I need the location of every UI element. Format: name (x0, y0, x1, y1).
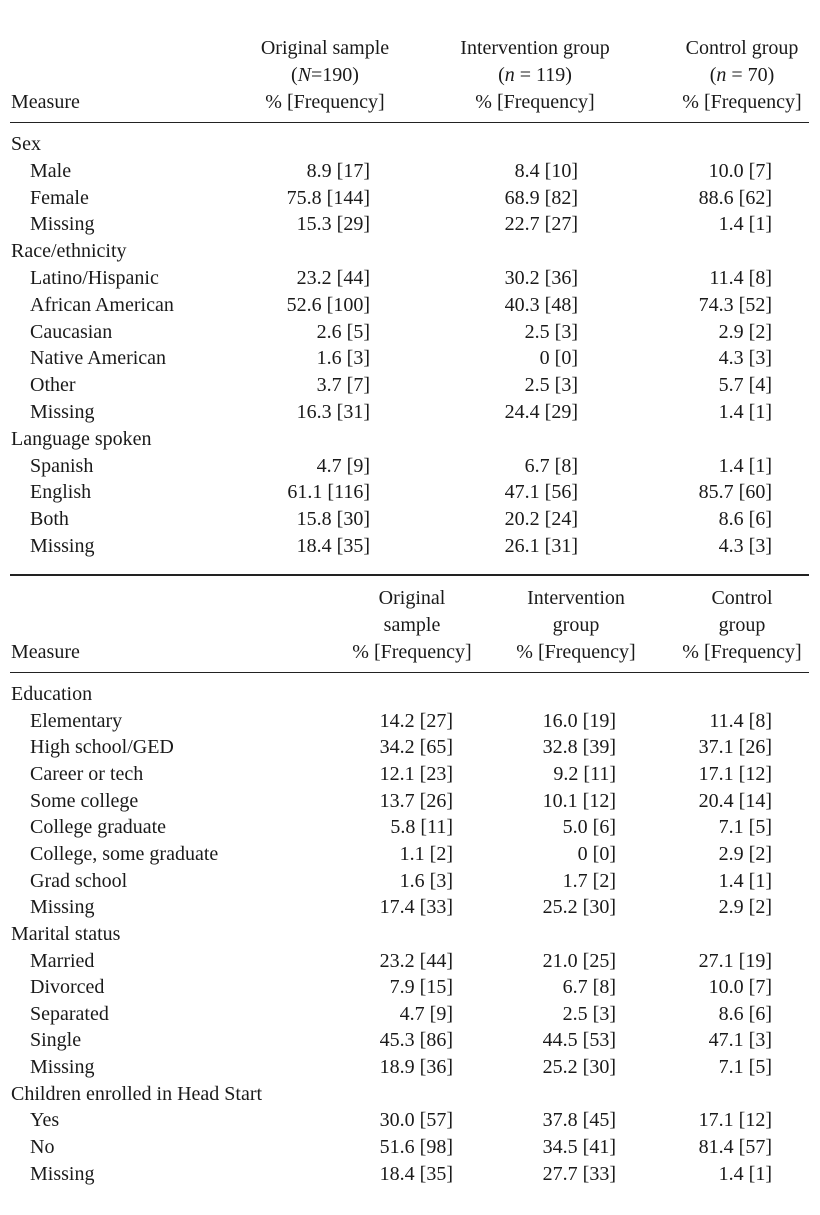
row-label: College, some graduate (30, 842, 219, 865)
cell-col2: 20.2 [24] (504, 508, 578, 531)
t2-col2-sub: group (552, 614, 600, 636)
row-label: Spanish (30, 454, 94, 477)
row-label: Married (30, 949, 95, 972)
row-label: Elementary (30, 709, 123, 732)
cell-col1: 34.2 [65] (379, 736, 453, 759)
table-row (0, 734, 820, 761)
row-label: African American (30, 293, 174, 316)
row-label: Grad school (30, 869, 128, 892)
t2-header-rule (10, 672, 809, 673)
table-row (0, 506, 820, 533)
cell-col3: 7.1 [5] (718, 1056, 772, 1079)
table-row (0, 533, 820, 560)
cell-col3: 10.0 [7] (708, 159, 772, 182)
cell-col1: 23.2 [44] (379, 949, 453, 972)
group-label: Marital status (11, 922, 121, 945)
cell-col3: 4.3 [3] (718, 347, 772, 370)
row-label: Other (30, 374, 76, 397)
row-label: No (30, 1136, 55, 1159)
cell-col2: 40.3 [48] (504, 293, 578, 316)
cell-col2: 26.1 [31] (504, 535, 578, 557)
cell-col3: 5.7 [4] (718, 374, 772, 397)
table-row (0, 708, 820, 735)
cell-col3: 20.4 [14] (698, 789, 772, 812)
table-row (0, 399, 820, 426)
group-row (0, 921, 820, 948)
group-label: Language spoken (11, 427, 152, 450)
cell-col2: 5.0 [6] (562, 816, 616, 839)
cell-col1: 61.1 [116] (287, 481, 370, 504)
cell-col2: 0 [0] (539, 347, 578, 370)
t2-col1-title: Original (378, 587, 446, 609)
t1-header-rule (10, 122, 809, 123)
table-row (0, 1001, 820, 1028)
t1-col1-n: (N=190) (291, 64, 359, 86)
cell-col1: 8.9 [17] (306, 159, 370, 182)
cell-col1: 18.4 [35] (379, 1162, 453, 1185)
cell-col1: 45.3 [86] (379, 1029, 453, 1052)
row-label: Separated (30, 1002, 109, 1025)
t1-col2-unit: % [Frequency] (475, 91, 595, 113)
t1-col2-title: Intervention group (460, 37, 610, 59)
cell-col1: 51.6 [98] (379, 1136, 453, 1159)
cell-col1: 15.3 [29] (296, 213, 370, 236)
cell-col1: 30.0 [57] (379, 1109, 453, 1132)
row-label: Career or tech (30, 762, 144, 785)
table-row (0, 372, 820, 399)
t1-col3-unit: % [Frequency] (682, 91, 802, 113)
cell-col2: 16.0 [19] (542, 709, 616, 732)
group-row (0, 426, 820, 453)
group-label: Education (11, 683, 93, 705)
cell-col2: 2.5 [3] (562, 1002, 616, 1025)
cell-col2: 1.7 [2] (562, 869, 616, 892)
cell-col2: 30.2 [36] (504, 267, 578, 289)
t2-col3-unit: % [Frequency] (682, 641, 802, 663)
row-label: Male (30, 159, 72, 182)
row-label: Caucasian (30, 320, 113, 343)
table-row (0, 479, 820, 506)
cell-col3: 1.4 [1] (718, 213, 772, 236)
cell-col2: 24.4 [29] (504, 401, 578, 423)
cell-col3: 27.1 [19] (698, 949, 772, 972)
cell-col3: 2.9 [2] (718, 842, 772, 865)
cell-col3: 85.7 [60] (698, 481, 772, 504)
t1-col2-n: (n = 119) (498, 64, 572, 86)
t2-measure-header: Measure (11, 641, 80, 663)
t2-col2-title: Intervention (527, 587, 625, 609)
cell-col2: 2.5 [3] (524, 320, 578, 343)
cell-col2: 25.2 [30] (542, 1056, 616, 1079)
group-row (0, 1081, 820, 1108)
table-row (0, 1107, 820, 1134)
row-label: Native American (30, 347, 167, 370)
cell-col2: 68.9 [82] (504, 186, 578, 209)
row-label: Missing (30, 213, 95, 236)
table-row (0, 868, 820, 895)
cell-col3: 74.3 [52] (698, 293, 772, 316)
cell-col2: 44.5 [53] (542, 1029, 616, 1052)
cell-col1: 14.2 [27] (379, 709, 453, 732)
cell-col1: 5.8 [11] (390, 816, 453, 839)
cell-col1: 18.9 [36] (379, 1056, 453, 1079)
t1-col1-unit: % [Frequency] (265, 91, 385, 113)
table-row (0, 894, 820, 921)
cell-col1: 1.6 [3] (316, 347, 370, 370)
table-row (0, 345, 820, 372)
row-label: College graduate (30, 816, 167, 839)
cell-col1: 13.7 [26] (379, 789, 453, 812)
row-label: Single (30, 1029, 82, 1052)
cell-col2: 47.1 [56] (504, 481, 578, 504)
cell-col3: 2.9 [2] (718, 320, 772, 343)
row-label: Missing (30, 401, 95, 423)
cell-col3: 1.4 [1] (718, 1162, 772, 1185)
cell-col1: 1.1 [2] (399, 842, 453, 865)
group-label: Sex (11, 133, 41, 155)
table-row (0, 1134, 820, 1161)
cell-col2: 10.1 [12] (542, 789, 616, 812)
row-label: English (30, 481, 92, 504)
t2-col3-title: Control (711, 587, 773, 609)
cell-col2: 25.2 [30] (542, 896, 616, 919)
cell-col1: 4.7 [9] (316, 454, 370, 477)
cell-col3: 4.3 [3] (718, 535, 772, 557)
cell-col3: 8.6 [6] (718, 508, 772, 531)
t1-col3-n: (n = 70) (709, 64, 775, 86)
row-label: Both (30, 508, 69, 531)
cell-col3: 2.9 [2] (718, 896, 772, 919)
group-row (0, 131, 820, 158)
cell-col3: 1.4 [1] (718, 869, 772, 892)
cell-col2: 9.2 [11] (553, 762, 616, 785)
row-label: Yes (30, 1109, 60, 1132)
cell-col2: 2.5 [3] (524, 374, 578, 397)
table-row (0, 788, 820, 815)
cell-col2: 22.7 [27] (504, 213, 578, 236)
cell-col3: 8.6 [6] (718, 1002, 772, 1025)
t2-col1-sub: sample (383, 614, 441, 636)
cell-col2: 37.8 [45] (542, 1109, 616, 1132)
cell-col1: 17.4 [33] (379, 896, 453, 919)
table-row (0, 319, 820, 346)
cell-col1: 3.7 [7] (316, 374, 370, 397)
group-row (0, 238, 820, 265)
cell-col3: 17.1 [12] (698, 762, 772, 785)
table-row (0, 1054, 820, 1081)
row-label: Female (30, 186, 89, 209)
row-label: Missing (30, 1162, 95, 1185)
t2-col2-unit: % [Frequency] (516, 641, 636, 663)
row-label: Missing (30, 896, 95, 919)
row-label: Missing (30, 1056, 95, 1079)
row-label: Divorced (30, 976, 105, 999)
cell-col3: 1.4 [1] (718, 454, 772, 477)
table-row (0, 265, 820, 292)
cell-col3: 81.4 [57] (698, 1136, 772, 1159)
t1-col3-title: Control group (685, 37, 799, 59)
t2-col1-unit: % [Frequency] (352, 641, 472, 663)
cell-col1: 7.9 [15] (389, 976, 453, 999)
row-label: High school/GED (30, 736, 174, 759)
cell-col3: 11.4 [8] (709, 267, 772, 289)
cell-col1: 75.8 [144] (286, 186, 370, 209)
cell-col2: 21.0 [25] (542, 949, 616, 972)
cell-col1: 1.6 [3] (399, 869, 453, 892)
group-label: Race/ethnicity (11, 240, 127, 263)
group-row (0, 681, 820, 708)
cell-col2: 6.7 [8] (562, 976, 616, 999)
table-row (0, 948, 820, 975)
table-row (0, 1161, 820, 1188)
table-row (0, 158, 820, 185)
table-row (0, 453, 820, 480)
cell-col1: 2.6 [5] (316, 320, 370, 343)
table-row (0, 841, 820, 868)
cell-col3: 1.4 [1] (718, 401, 772, 423)
cell-col3: 10.0 [7] (708, 976, 772, 999)
table-row (0, 185, 820, 212)
cell-col1: 12.1 [23] (379, 762, 453, 785)
cell-col3: 7.1 [5] (718, 816, 772, 839)
cell-col2: 0 [0] (577, 842, 616, 865)
group-label: Children enrolled in Head Start (11, 1082, 263, 1105)
cell-col1: 16.3 [31] (296, 401, 370, 423)
cell-col2: 6.7 [8] (524, 454, 578, 477)
cell-col1: 23.2 [44] (296, 267, 370, 289)
table-divider-rule (10, 574, 809, 576)
cell-col2: 27.7 [33] (542, 1162, 616, 1185)
t1-measure-header: Measure (11, 91, 80, 113)
cell-col1: 15.8 [30] (296, 508, 370, 531)
table-row (0, 292, 820, 319)
table-row (0, 814, 820, 841)
t2-col3-sub: group (718, 614, 766, 636)
table-row (0, 211, 820, 238)
row-label: Some college (30, 789, 139, 812)
cell-col2: 32.8 [39] (542, 736, 616, 759)
table-row (0, 761, 820, 788)
cell-col2: 34.5 [41] (542, 1136, 616, 1159)
row-label: Latino/Hispanic (30, 267, 159, 289)
cell-col3: 88.6 [62] (698, 186, 772, 209)
row-label: Missing (30, 535, 95, 557)
table-row (0, 1027, 820, 1054)
cell-col1: 4.7 [9] (399, 1002, 453, 1025)
t1-col1-title: Original sample (260, 37, 390, 59)
cell-col3: 47.1 [3] (708, 1029, 772, 1052)
cell-col1: 52.6 [100] (286, 293, 370, 316)
table-row (0, 974, 820, 1001)
cell-col1: 18.4 [35] (296, 535, 370, 557)
cell-col2: 8.4 [10] (514, 159, 578, 182)
cell-col3: 37.1 [26] (698, 736, 772, 759)
cell-col3: 17.1 [12] (698, 1109, 772, 1132)
cell-col3: 11.4 [8] (709, 709, 772, 732)
